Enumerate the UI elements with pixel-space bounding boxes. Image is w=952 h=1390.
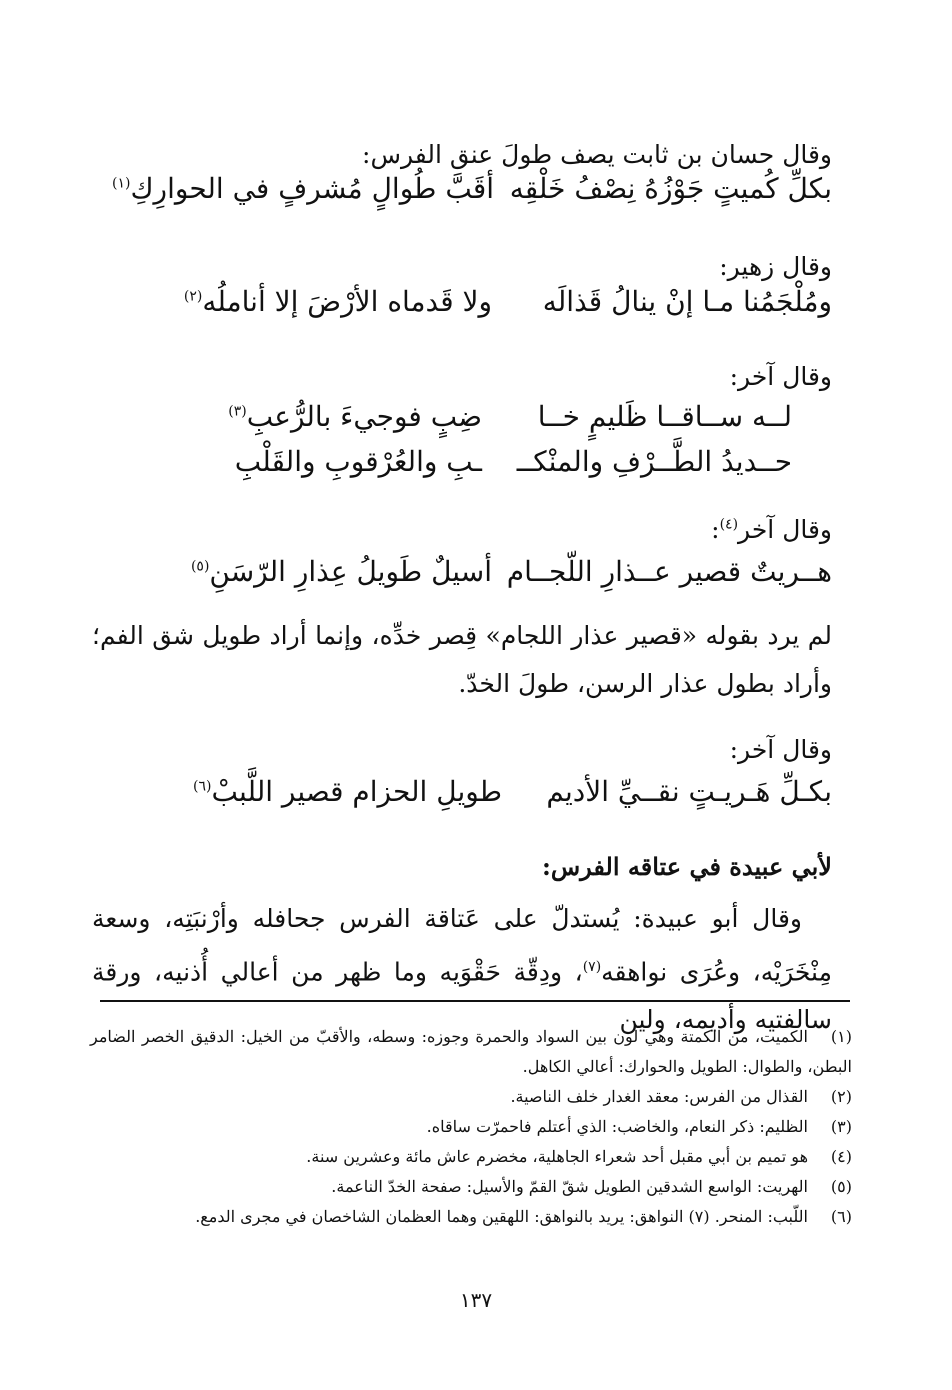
footnotes <box>90 1022 852 1232</box>
verse-5 <box>122 555 832 588</box>
footnote-number: (٣) <box>830 1117 852 1136</box>
footnote-4 <box>90 1142 852 1172</box>
abu-ubaida-text-part1: وقال أبو عبيدة: يُستدلّ على عَتاقة الفرس جحافله وأرْنبَتِه، وسعة مِنْخَرَيْه، وعُرَى نواهقه <box>92 904 832 987</box>
intro-other-2-colon: : <box>711 515 720 544</box>
footnote-ref-7: (٧) <box>582 959 602 975</box>
verse-6-second-text: طويلِ الحزام قصير اللَّببْ <box>211 775 502 808</box>
footnote-number: (٥) <box>830 1177 852 1196</box>
intro-hassan: وقال حسان بن ثابت يصف طولَ عنق الفرس: <box>362 140 832 169</box>
verse-6-second-hemistich <box>193 775 502 808</box>
verse-1-second-hemistich <box>112 172 494 205</box>
footnote-ref-2: (٢) <box>183 288 203 305</box>
verse-5-first-hemistich: هــريتٌ قصير عــذارِ اللّجــام <box>506 555 832 588</box>
footnote-5 <box>90 1172 852 1202</box>
verse-1 <box>112 172 832 205</box>
verse-4-second-hemistich: ـبِ والعُرْقوبِ والقَلْبِ <box>234 445 482 478</box>
verse-2-first-hemistich: ومُلْجَمُنا مـا إنْ ينالُ قَذالَه <box>542 285 832 318</box>
verse-6 <box>152 775 832 808</box>
footnote-text: هو تميم بن أبي مقبل أحد شعراء الجاهلية، مخضرم عاش مائة وعشرين سنة. <box>306 1147 808 1166</box>
footnote-ref-6: (٦) <box>193 778 212 795</box>
footnote-number: (٤) <box>830 1147 852 1166</box>
footnote-text: الكميت، من الكمتة وهي لون بين السواد والحمرة وجوزه: وسطه، والأقبّ من الخيل: الدقيق الخصر الضامر البطن، والطوال: الطويل والحوارك: أعالي الكاهل. <box>90 1027 852 1076</box>
intro-other-1: وقال آخر: <box>729 362 832 391</box>
verse-1-second-text: أقَبَّ طُوالٍ مُشرفٍ في الحوارِكِ <box>130 172 495 205</box>
footnote-ref-4: (٤) <box>719 516 739 533</box>
verse-6-first-hemistich: بكـلِّ هَـريـتٍ نقــيِّ الأديم <box>546 775 832 808</box>
section-heading: لأبي عبيدة في عتاقه الفرس: <box>542 852 832 881</box>
page-number: ١٣٧ <box>459 1288 493 1312</box>
intro-other-2 <box>95 515 832 544</box>
verse-3 <box>152 400 792 433</box>
footnote-1 <box>90 1022 852 1082</box>
verse-3-second-hemistich <box>228 400 482 433</box>
verse-2 <box>122 285 832 318</box>
footnote-text: الظليم: ذكر النعام، والخاضب: الذي أعتلم فاحمرّت ساقاه. <box>426 1117 808 1136</box>
verse-3-second-text: ضِبٍ فوجيءَ بالرُّعبِ <box>246 400 482 433</box>
footnote-number: (٦) <box>830 1207 852 1226</box>
footnote-2 <box>90 1082 852 1112</box>
verse-5-second-hemistich <box>191 555 492 588</box>
verse-2-second-hemistich <box>184 285 492 318</box>
verse-3-first-hemistich: لــه ســاقــا ظَليمٍ خــا <box>537 400 792 433</box>
commentary-paragraph: لم يرد بقوله «قصير عذار اللجام» قِصر خدِّه، وإنما أراد طويل شق الفم؛ وأراد بطول عذار الرسن، طولَ الخدّ. <box>92 621 832 698</box>
intro-other-3: وقال آخر: <box>729 735 832 764</box>
verse-1-first-hemistich: بكلِّ كُميتٍ جَوْزُهُ نِصْفُ خَلْقِه <box>509 172 832 205</box>
intro-other-2-text: وقال آخر <box>738 515 832 544</box>
footnote-ref-1: (١) <box>112 175 131 192</box>
footnote-number: (١) <box>830 1027 852 1046</box>
verse-4-first-hemistich: حــديدُ الطَّــرْفِ والمنْكــ <box>516 445 792 478</box>
footnote-6 <box>90 1202 852 1232</box>
verse-4 <box>152 445 792 478</box>
abu-ubaida-text-part2: ، ودِقّة حَقْوَيه وما ظهر من أعالي أُذنيه، ورقة سالفتيه وأديمه، ولين <box>92 957 832 1035</box>
footnote-number: (٢) <box>830 1087 852 1106</box>
footnote-ref-3: (٣) <box>228 403 247 420</box>
intro-zuhair: وقال زهير: <box>719 252 832 281</box>
footnote-text: القذال من الفرس: معقد الغدار خلف الناصية. <box>510 1087 808 1106</box>
footnote-text: الهريت: الواسع الشدقين الطويل شقّ القمّ والأسيل: صفحة الخدّ الناعمة. <box>331 1177 808 1196</box>
footnote-3 <box>90 1112 852 1142</box>
footnote-ref-5: (٥) <box>190 558 210 575</box>
verse-5-second-text: أسيلٌ طَويلُ عِذارِ الرّسَنِ <box>209 555 492 588</box>
footnote-text: اللّبب: المنحر. (٧) النواهق: يريد بالنواهق: اللهقين وهما العظمان الشاخصان في مجرى الدمع. <box>195 1207 808 1226</box>
verse-2-second-text: ولا قَدماه الأرْضَ إلا أناملُه <box>202 285 492 318</box>
footnote-divider <box>100 1000 850 1002</box>
